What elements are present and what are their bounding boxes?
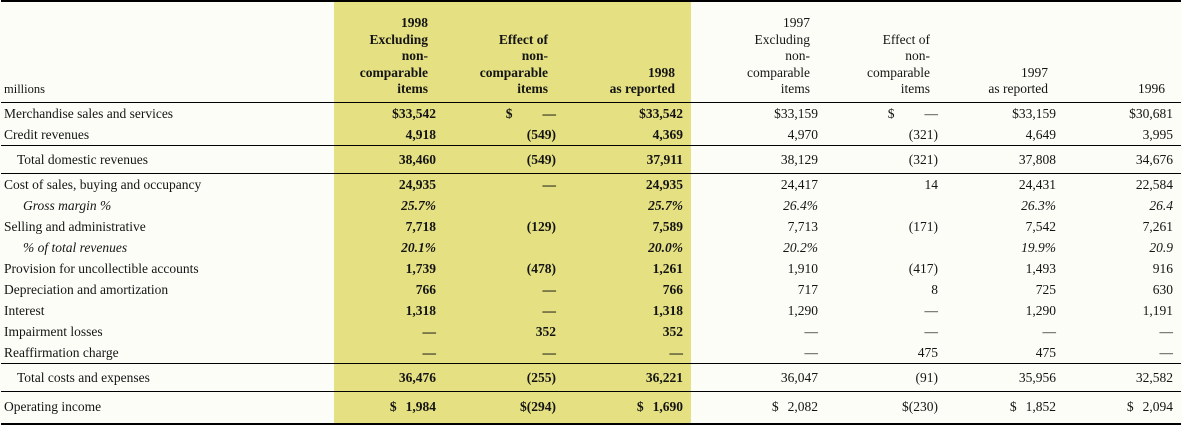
column-header-1997-excluding-non-comparable xyxy=(691,1,826,102)
value-cell-1998-as-reported: 7,589 xyxy=(564,216,691,237)
header-line: items xyxy=(900,81,930,96)
value-cell-1998-excluding-non-comparable: 1,739 xyxy=(334,258,444,279)
header-line: 1997 xyxy=(783,15,810,30)
column-header-1997-effect-non-comparable xyxy=(826,1,946,102)
header-line: comparable xyxy=(867,64,930,80)
value-cell-1998-as-reported: 4,369 xyxy=(564,124,691,146)
header-line: comparable xyxy=(479,64,548,80)
amount: 2,094 xyxy=(1142,398,1173,414)
value-cell-1998-excluding-non-comparable: $33,542 xyxy=(334,102,444,124)
unit-label: millions xyxy=(4,82,45,96)
financial-table xyxy=(1,0,1181,425)
value-cell-1997-as-reported: 725 xyxy=(1035,281,1056,297)
value-cell-1997-effect-non-comparable xyxy=(826,102,946,124)
value-cell-1998-excluding-non-comparable xyxy=(334,391,444,424)
value-cell-1996: 22,584 xyxy=(1135,176,1173,192)
header-line: comparable xyxy=(747,64,810,80)
header-line: Effect of xyxy=(498,31,548,47)
header-line: items xyxy=(517,81,548,96)
value-cell-1998-as-reported: — xyxy=(564,342,691,364)
value-cell-1997-effect-non-comparable: 14 xyxy=(924,176,938,192)
value-cell-1997-excluding-non-comparable: 1,290 xyxy=(787,302,818,318)
value-cell-1998-effect-non-comparable: — xyxy=(444,173,564,195)
value-cell-1996: 32,582 xyxy=(1064,363,1181,391)
value-cell-1997-as-reported: 26.3% xyxy=(1021,197,1056,213)
value-cell-1997-excluding-non-comparable: 36,047 xyxy=(691,363,826,391)
value-cell-1997-as-reported: 1,290 xyxy=(1025,302,1056,318)
value-cell-1997-effect-non-comparable: 475 xyxy=(917,344,938,360)
table-row xyxy=(1,124,1181,146)
value-cell-1998-excluding-non-comparable: 7,718 xyxy=(334,216,444,237)
value-cell-1997-effect-non-comparable: (321) xyxy=(908,126,938,142)
value-cell-1998-effect-non-comparable: (549) xyxy=(444,145,564,173)
value-cell-1997-effect-non-comparable xyxy=(826,195,946,216)
value-cell-1997-effect-non-comparable xyxy=(826,237,946,258)
value-cell-1996: 1,191 xyxy=(1142,302,1173,318)
header-line: items xyxy=(780,81,810,96)
value-cell-1997-excluding-non-comparable: 20.2% xyxy=(783,239,818,255)
value-cell-1998-excluding-non-comparable: 20.1% xyxy=(334,237,444,258)
header-line: as reported xyxy=(609,81,675,96)
column-header-1998-effect-non-comparable xyxy=(444,1,564,102)
value-cell-1998-excluding-non-comparable: 38,460 xyxy=(334,145,444,173)
table-row xyxy=(1,363,1181,391)
value-cell-1997-effect-non-comparable: (91) xyxy=(826,363,946,391)
header-line: non- xyxy=(521,48,548,63)
row-label: Credit revenues xyxy=(4,126,90,142)
header-line: non- xyxy=(785,48,810,63)
value-cell-1997-excluding-non-comparable: 26.4% xyxy=(783,197,818,213)
value-cell-1996: — xyxy=(1159,344,1173,360)
currency-symbol: $ xyxy=(771,398,779,414)
value-cell-1998-effect-non-comparable: — xyxy=(444,342,564,364)
table-row xyxy=(1,173,1181,195)
value-cell-1997-excluding-non-comparable: 717 xyxy=(797,281,818,297)
row-label: Reaffirmation charge xyxy=(4,344,119,360)
value-cell-1998-as-reported: 24,935 xyxy=(564,173,691,195)
amount: 1,984 xyxy=(405,398,436,414)
value-cell-1997-effect-non-comparable: (321) xyxy=(826,145,946,173)
value-cell-1998-effect-non-comparable xyxy=(444,195,564,216)
row-label: Operating income xyxy=(4,398,102,414)
value-cell-1996: 916 xyxy=(1152,260,1173,276)
currency-symbol: $ xyxy=(505,105,513,121)
table-body xyxy=(1,102,1181,424)
value-cell-1998-excluding-non-comparable: 1,318 xyxy=(334,300,444,321)
table-row xyxy=(1,102,1181,124)
row-label: Merchandise sales and services xyxy=(4,105,174,121)
value-cell-1998-effect-non-comparable: — xyxy=(444,300,564,321)
value-cell-1997-effect-non-comparable: (417) xyxy=(908,260,938,276)
row-label: Impairment losses xyxy=(4,323,103,339)
value-cell-1997-as-reported: — xyxy=(1042,323,1056,339)
value-cell-1998-effect-non-comparable: 352 xyxy=(444,321,564,342)
table-row xyxy=(1,342,1181,364)
row-label: Interest xyxy=(4,302,45,318)
value-cell-1996: $30,681 xyxy=(1129,105,1173,121)
value-cell-1997-effect-non-comparable: — xyxy=(924,302,938,318)
value-cell-1998-effect-non-comparable xyxy=(444,102,564,124)
value-cell-1997-excluding-non-comparable xyxy=(691,391,826,424)
value-cell-1997-excluding-non-comparable: $33,159 xyxy=(774,105,818,121)
table-row xyxy=(1,145,1181,173)
table-row xyxy=(1,216,1181,237)
amount: 2,082 xyxy=(787,398,818,414)
value-cell-1997-as-reported: 1,493 xyxy=(1025,260,1056,276)
value-cell-1998-as-reported: 36,221 xyxy=(564,363,691,391)
value-cell-1997-excluding-non-comparable: — xyxy=(804,323,818,339)
table-row xyxy=(1,279,1181,300)
row-label: Gross margin % xyxy=(23,197,112,213)
amount: 1,690 xyxy=(652,398,683,414)
value-cell-1997-excluding-non-comparable: 7,713 xyxy=(787,218,818,234)
row-label: Total domestic revenues xyxy=(1,145,334,173)
header-line: comparable xyxy=(359,64,428,80)
value-cell-1998-as-reported: 766 xyxy=(564,279,691,300)
currency-symbol: $ xyxy=(887,105,895,121)
value-cell-1997-as-reported: 7,542 xyxy=(1025,218,1056,234)
header-line: Effect of xyxy=(882,31,930,47)
value-cell-1996: 34,676 xyxy=(1064,145,1181,173)
value-cell-1996: 630 xyxy=(1152,281,1173,297)
value-cell-1998-excluding-non-comparable: 36,476 xyxy=(334,363,444,391)
value-cell-1998-effect-non-comparable: $(294) xyxy=(444,391,564,424)
value-cell-1998-effect-non-comparable xyxy=(444,237,564,258)
row-label: Selling and administrative xyxy=(4,218,146,234)
value-cell-1998-excluding-non-comparable: — xyxy=(334,321,444,342)
header-line: Excluding xyxy=(369,31,428,47)
amount: — xyxy=(542,105,556,121)
value-cell-1997-as-reported: 475 xyxy=(1035,344,1056,360)
row-label: Provision for uncollectible accounts xyxy=(4,260,199,276)
value-cell-1998-as-reported: 1,318 xyxy=(564,300,691,321)
value-cell-1997-excluding-non-comparable: 24,417 xyxy=(780,176,818,192)
value-cell-1998-excluding-non-comparable: 4,918 xyxy=(334,124,444,146)
value-cell-1996: 26.4 xyxy=(1149,197,1173,213)
value-cell-1998-excluding-non-comparable: 24,935 xyxy=(334,173,444,195)
value-cell-1997-as-reported: 37,808 xyxy=(946,145,1064,173)
header-row xyxy=(1,1,1181,102)
table-row xyxy=(1,321,1181,342)
value-cell-1997-as-reported: 35,956 xyxy=(946,363,1064,391)
value-cell-1998-excluding-non-comparable: 766 xyxy=(334,279,444,300)
value-cell-1998-as-reported: 352 xyxy=(564,321,691,342)
table-row xyxy=(1,258,1181,279)
value-cell-1998-excluding-non-comparable: — xyxy=(334,342,444,364)
value-cell-1997-as-reported: 19.9% xyxy=(1021,239,1056,255)
value-cell-1998-excluding-non-comparable: 25.7% xyxy=(334,195,444,216)
header-line: 1998 xyxy=(648,64,675,80)
value-cell-1997-as-reported: $33,159 xyxy=(1012,105,1056,121)
header-line: non- xyxy=(905,48,930,63)
value-cell-1997-as-reported xyxy=(946,391,1064,424)
value-cell-1998-effect-non-comparable: (255) xyxy=(444,363,564,391)
value-cell-1998-as-reported: 25.7% xyxy=(564,195,691,216)
currency-symbol: $ xyxy=(636,398,644,414)
header-line: as reported xyxy=(988,81,1048,96)
value-cell-1998-effect-non-comparable: — xyxy=(444,279,564,300)
header-line: Excluding xyxy=(754,31,810,47)
header-line: 1998 xyxy=(401,15,428,30)
row-label: Cost of sales, buying and occupancy xyxy=(4,176,202,192)
value-cell-1997-effect-non-comparable: 8 xyxy=(931,281,938,297)
table-row xyxy=(1,391,1181,424)
value-cell-1997-as-reported: 4,649 xyxy=(1025,126,1056,142)
unit-label-cell xyxy=(1,1,334,102)
value-cell-1996: 20.9 xyxy=(1149,239,1173,255)
header-line: 1997 xyxy=(1021,64,1048,80)
value-cell-1998-as-reported: 1,261 xyxy=(564,258,691,279)
column-header-1997-as-reported xyxy=(946,1,1064,102)
currency-symbol: $ xyxy=(1126,398,1134,414)
value-cell-1996: — xyxy=(1159,323,1173,339)
value-cell-1997-excluding-non-comparable: 4,970 xyxy=(787,126,818,142)
value-cell-1998-effect-non-comparable: (129) xyxy=(444,216,564,237)
row-label: Total costs and expenses xyxy=(1,363,334,391)
value-cell-1998-effect-non-comparable: (478) xyxy=(444,258,564,279)
row-label: Depreciation and amortization xyxy=(4,281,169,297)
value-cell-1997-as-reported: 24,431 xyxy=(1018,176,1056,192)
value-cell-1996: 3,995 xyxy=(1142,126,1173,142)
header-line: items xyxy=(397,81,428,96)
value-cell-1997-excluding-non-comparable: 1,910 xyxy=(787,260,818,276)
value-cell-1996 xyxy=(1064,391,1181,424)
value-cell-1998-as-reported xyxy=(564,391,691,424)
amount: — xyxy=(924,105,938,121)
value-cell-1997-effect-non-comparable: (171) xyxy=(908,218,938,234)
value-cell-1998-as-reported: 20.0% xyxy=(564,237,691,258)
value-cell-1996: 7,261 xyxy=(1142,218,1173,234)
column-header-1998-excluding-non-comparable xyxy=(334,1,444,102)
header-line: 1996 xyxy=(1138,81,1165,96)
table-row xyxy=(1,300,1181,321)
header-line: non- xyxy=(401,48,428,63)
table-row xyxy=(1,237,1181,258)
currency-symbol: $ xyxy=(389,398,397,414)
column-header-1998-as-reported xyxy=(564,1,691,102)
value-cell-1998-effect-non-comparable: (549) xyxy=(444,124,564,146)
value-cell-1998-as-reported: $33,542 xyxy=(564,102,691,124)
table-row xyxy=(1,195,1181,216)
currency-symbol: $ xyxy=(1009,398,1017,414)
row-label: % of total revenues xyxy=(23,239,128,255)
value-cell-1997-excluding-non-comparable: 38,129 xyxy=(691,145,826,173)
value-cell-1997-excluding-non-comparable: — xyxy=(804,344,818,360)
column-header-1996 xyxy=(1064,1,1181,102)
amount: 1,852 xyxy=(1025,398,1056,414)
value-cell-1998-as-reported: 37,911 xyxy=(564,145,691,173)
value-cell-1997-effect-non-comparable: — xyxy=(924,323,938,339)
value-cell-1997-effect-non-comparable: $(230) xyxy=(902,398,938,414)
